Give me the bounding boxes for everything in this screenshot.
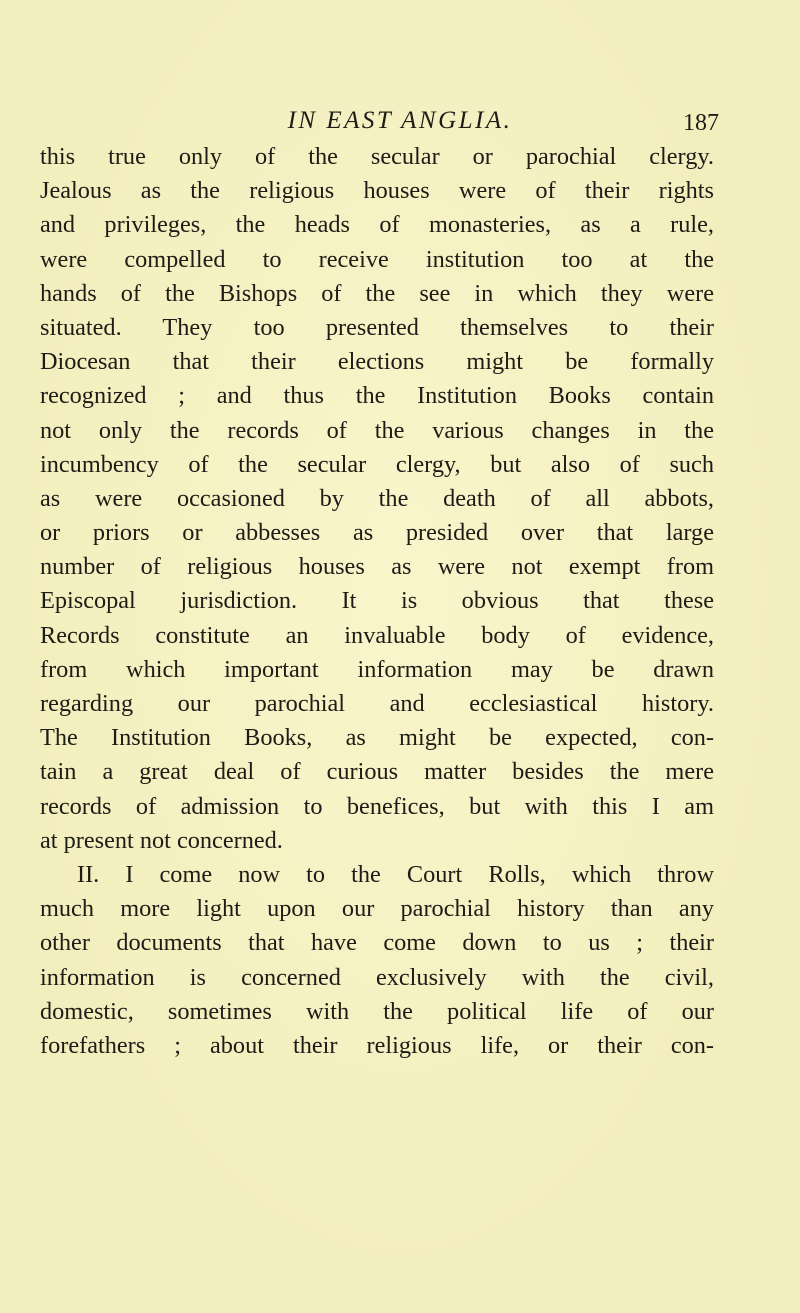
text-line: records of admission to benefices, but with this I am bbox=[40, 792, 714, 820]
text-line: at present not concerned. bbox=[40, 826, 283, 854]
text-line: domestic, sometimes with the political life of our bbox=[40, 997, 714, 1025]
text-line: tain a great deal of curious matter besides the mere bbox=[40, 758, 714, 786]
text-line: and privileges, the heads of monasteries, as a rule, bbox=[40, 211, 714, 239]
text-line: this true only of the secular or parochial clergy. bbox=[40, 143, 714, 170]
text-line: from which important information may be drawn bbox=[40, 655, 714, 683]
running-title: IN EAST ANGLIA. bbox=[287, 107, 513, 134]
text-line: other documents that have come down to us ; their bbox=[40, 929, 714, 957]
page-number: 187 bbox=[683, 110, 719, 136]
text-line: Diocesan that their elections might be formally bbox=[40, 348, 714, 376]
text-line: information is concerned exclusively with the civil, bbox=[40, 963, 714, 991]
text-line: Records constitute an invaluable body of evidence, bbox=[40, 621, 714, 649]
text-line: Jealous as the religious houses were of their rights bbox=[40, 177, 714, 205]
text-line: incumbency of the secular clergy, but also of such bbox=[40, 450, 714, 478]
text-line: much more light upon our parochial history than any bbox=[40, 895, 714, 923]
text-line: Episcopal jurisdiction. It is obvious that these bbox=[40, 587, 714, 615]
text-line: not only the records of the various changes in the bbox=[40, 416, 714, 444]
text-line: as were occasioned by the death of all abbots, bbox=[40, 484, 714, 512]
text-line: regarding our parochial and ecclesiastical history. bbox=[40, 690, 714, 717]
text-line: II. I come now to the Court Rolls, which throw bbox=[77, 860, 714, 888]
text-line: recognized ; and thus the Institution Books contain bbox=[40, 382, 714, 410]
text-line: forefathers ; about their religious life, or their con- bbox=[40, 1031, 714, 1059]
text-line: or priors or abbesses as presided over that large bbox=[40, 519, 714, 547]
text-line: hands of the Bishops of the see in which they were bbox=[40, 279, 714, 307]
text-line: The Institution Books, as might be expected, con- bbox=[40, 724, 714, 752]
text-line: number of religious houses as were not exempt from bbox=[40, 553, 714, 581]
text-line: situated. They too presented themselves to their bbox=[40, 313, 714, 341]
text-line: were compelled to receive institution too at the bbox=[40, 245, 714, 273]
body-text bbox=[40, 140, 714, 1063]
